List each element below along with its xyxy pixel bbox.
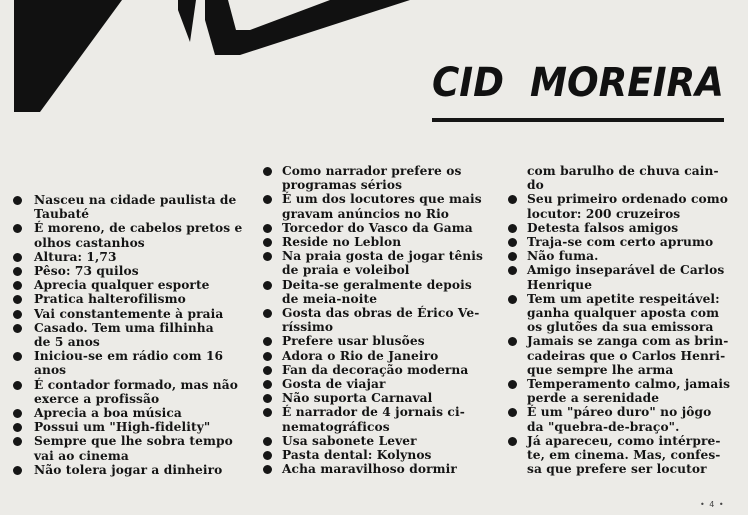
- list-item: Tem um apetite respeitável: ganha qualquer aposta com os glutões da sua emissora: [507, 292, 740, 335]
- list-item: Aprecia qualquer esporte: [12, 278, 250, 292]
- list-item: Não tolera jogar a dinheiro: [12, 463, 250, 477]
- bullet-icon: [13, 267, 22, 276]
- list-item: Altura: 1,73: [12, 250, 250, 264]
- bullet-icon: [13, 324, 22, 333]
- list-item: Não fuma.: [507, 249, 740, 263]
- bullet-icon: [263, 465, 272, 474]
- list-item: Vai constantemente à praia: [12, 307, 250, 321]
- bullet-icon: [13, 310, 22, 319]
- list-item: É moreno, de cabelos pretos e olhos castanhos: [12, 221, 250, 249]
- bullet-icon: [508, 437, 517, 446]
- bullet-icon: [13, 253, 22, 262]
- bullet-icon: [13, 409, 22, 418]
- bullet-icon: [263, 408, 272, 417]
- list-item: Na praia gosta de jogar tênis de praia e voleibol: [262, 249, 498, 277]
- bullet-icon: [263, 195, 272, 204]
- bullet-icon: [13, 224, 22, 233]
- bullet-icon: [263, 337, 272, 346]
- bullet-icon: [508, 408, 517, 417]
- list-item: Temperamento calmo, jamais perde a serenidade: [507, 377, 740, 405]
- page-title: CID MOREIRA: [432, 60, 724, 106]
- bullet-icon: [263, 167, 272, 176]
- bullet-icon: [508, 380, 517, 389]
- bullet-icon: [508, 337, 517, 346]
- bullet-icon: [508, 238, 517, 247]
- bullet-icon: [263, 281, 272, 290]
- bullet-icon: [263, 224, 272, 233]
- bullet-icon: [263, 352, 272, 361]
- list-item: Seu primeiro ordenado como locutor: 200 cruzeiros: [507, 192, 740, 220]
- list-item: Traja-se com certo aprumo: [507, 235, 740, 249]
- bullet-icon: [508, 224, 517, 233]
- list-item: É narrador de 4 jornais ci- nematográficos: [262, 405, 498, 433]
- list-item: Gosta das obras de Érico Ve- ríssimo: [262, 306, 498, 334]
- bullet-icon: [263, 238, 272, 247]
- bullet-icon: [263, 437, 272, 446]
- list-item: Possui um "High-fidelity": [12, 420, 250, 434]
- black-wedge-shape: [14, 0, 122, 112]
- fact-list-column-2: [262, 164, 498, 476]
- bullet-icon: [263, 252, 272, 261]
- list-item: Pasta dental: Kolynos: [262, 448, 498, 462]
- list-item: Deita-se geralmente depois de meia-noite: [262, 278, 498, 306]
- list-item: Pêso: 73 quilos: [12, 264, 250, 278]
- bullet-icon: [263, 451, 272, 460]
- list-item: É contador formado, mas não exerce a profissão: [12, 378, 250, 406]
- list-item: Já apareceu, como intérpre- te, em cinema. Mas, confes- sa que prefere ser locutor: [507, 434, 740, 477]
- fact-list-column-1: [12, 193, 250, 477]
- bullet-icon: [13, 381, 22, 390]
- list-item: Sempre que lhe sobra tempo vai ao cinema: [12, 434, 250, 462]
- bullet-icon: [508, 252, 517, 261]
- black-diagonal-shape: [178, 0, 196, 42]
- list-item: Usa sabonete Lever: [262, 434, 498, 448]
- bullet-icon: [508, 266, 517, 275]
- list-item: Adora o Rio de Janeiro: [262, 349, 498, 363]
- list-item: Iniciou-se em rádio com 16 anos: [12, 349, 250, 377]
- bullet-icon: [13, 466, 22, 475]
- bullet-icon: [13, 423, 22, 432]
- bullet-icon: [13, 352, 22, 361]
- list-item: Jamais se zanga com as brin- cadeiras que o Carlos Henri- que sempre lhe arma: [507, 334, 740, 377]
- list-item: Gosta de viajar: [262, 377, 498, 391]
- bullet-icon: [263, 394, 272, 403]
- bullet-icon: [13, 281, 22, 290]
- bullet-icon: [263, 380, 272, 389]
- list-item: Como narrador prefere os programas sérios: [262, 164, 498, 192]
- title-underline: [432, 118, 724, 122]
- list-item: Detesta falsos amigos: [507, 221, 740, 235]
- list-item: Acha maravilhoso dormir: [262, 462, 498, 476]
- list-item: Aprecia a boa música: [12, 406, 250, 420]
- bullet-icon: [13, 196, 22, 205]
- bullet-icon: [13, 437, 22, 446]
- list-item: Amigo inseparável de Carlos Henrique: [507, 263, 740, 291]
- list-item: Reside no Leblon: [262, 235, 498, 249]
- fact-list-column-3: [507, 164, 740, 476]
- bullet-icon: [508, 295, 517, 304]
- list-item: É um "páreo duro" no jôgo da "quebra-de-braço".: [507, 405, 740, 433]
- list-item: Fan da decoração moderna: [262, 363, 498, 377]
- continued-list-item: com barulho de chuva cain- do: [527, 164, 719, 193]
- bullet-icon: [263, 366, 272, 375]
- page-marker: • 4 •: [700, 500, 725, 509]
- bullet-icon: [508, 195, 517, 204]
- list-item: Casado. Tem uma filhinha de 5 anos: [12, 321, 250, 349]
- list-item: Pratica halterofilismo: [12, 292, 250, 306]
- bullet-icon: [263, 309, 272, 318]
- list-item: Torcedor do Vasco da Gama: [262, 221, 498, 235]
- list-item: Nasceu na cidade paulista de Taubaté: [12, 193, 250, 221]
- bullet-icon: [13, 295, 22, 304]
- list-item: É um dos locutores que mais gravam anúncios no Rio: [262, 192, 498, 220]
- list-item: Não suporta Carnaval: [262, 391, 498, 405]
- list-item: Prefere usar blusões: [262, 334, 498, 348]
